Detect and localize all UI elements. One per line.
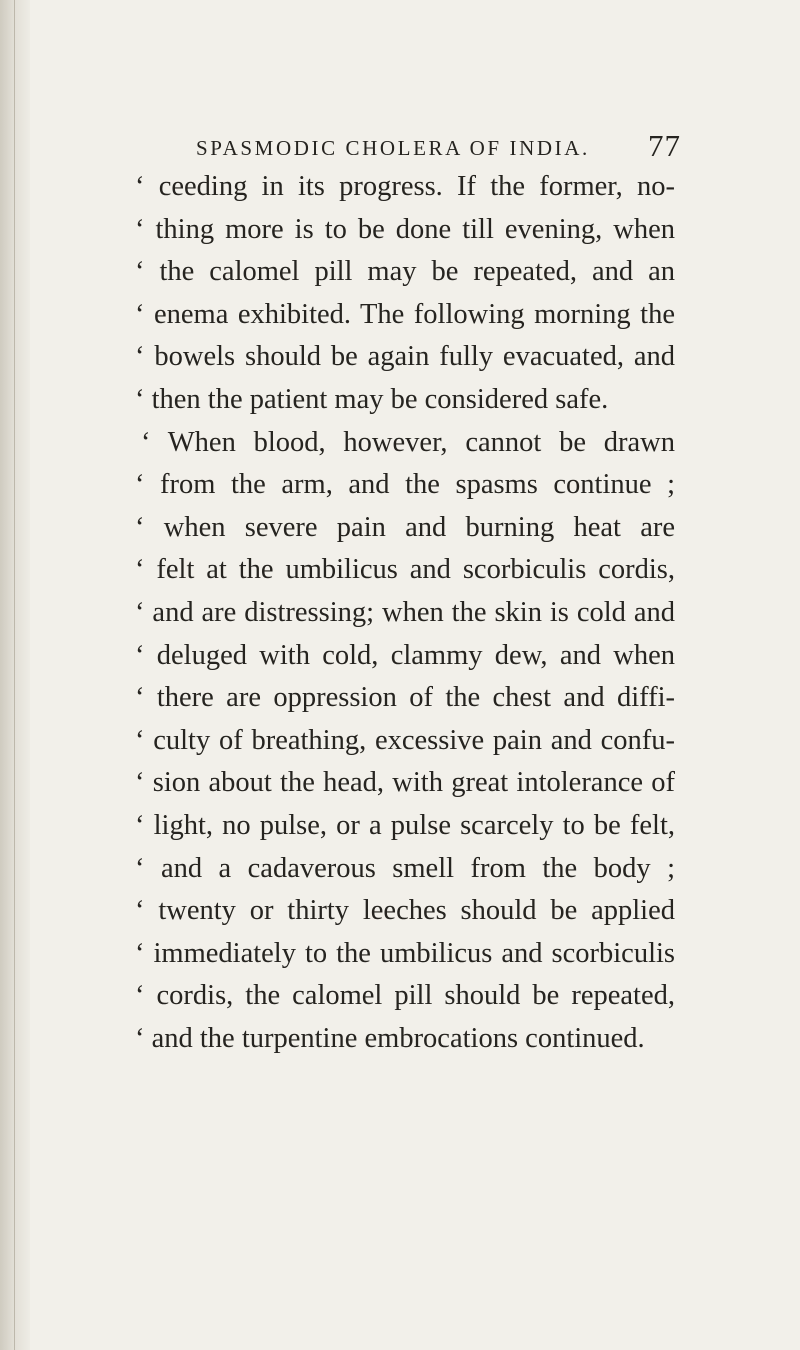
text-line: ‘ bowels should be again fully evacuated, and [135,341,675,373]
text-line: ‘ When blood, however, cannot be drawn [141,426,675,458]
text-line: ‘ when severe pain and burning heat are [135,511,675,543]
text-line: ‘ light, no pulse, or a pulse scarcely to be felt, [135,809,675,841]
running-head [196,128,681,168]
text-line: ‘ the calomel pill may be repeated, and an [135,256,675,288]
page-number: 77 [648,128,681,163]
text-line: ‘ then the patient may be considered safe. [135,383,609,415]
text-line: ‘ and a cadaverous smell from the body ; [135,852,675,884]
page-binding-edge [0,0,30,1350]
text-line: ‘ deluged with cold, clammy dew, and when [135,639,675,671]
text-line: ‘ there are oppression of the chest and diffi- [135,682,675,714]
text-line: ‘ and the turpentine embrocations continued. [135,1022,645,1054]
running-title: SPASMODIC CHOLERA OF INDIA. [196,136,590,160]
text-line: ‘ from the arm, and the spasms continue ; [135,469,675,501]
body-text [135,166,675,1060]
text-line: ‘ immediately to the umbilicus and scorbiculis [135,937,675,969]
text-line: ‘ ceeding in its progress. If the former, no- [135,171,675,202]
text-line: ‘ felt at the umbilicus and scorbiculis cordis, [135,554,675,586]
text-line: ‘ sion about the head, with great intolerance of [135,767,675,799]
text-line: ‘ culty of breathing, excessive pain and confu- [135,724,675,756]
text-line: ‘ twenty or thirty leeches should be applied [135,895,675,927]
text-line: ‘ cordis, the calomel pill should be repeated, [135,980,675,1012]
text-line: ‘ thing more is to be done till evening, when [135,213,675,245]
text-line: ‘ and are distressing; when the skin is cold and [135,596,675,628]
text-line: ‘ enema exhibited. The following morning the [135,298,675,330]
